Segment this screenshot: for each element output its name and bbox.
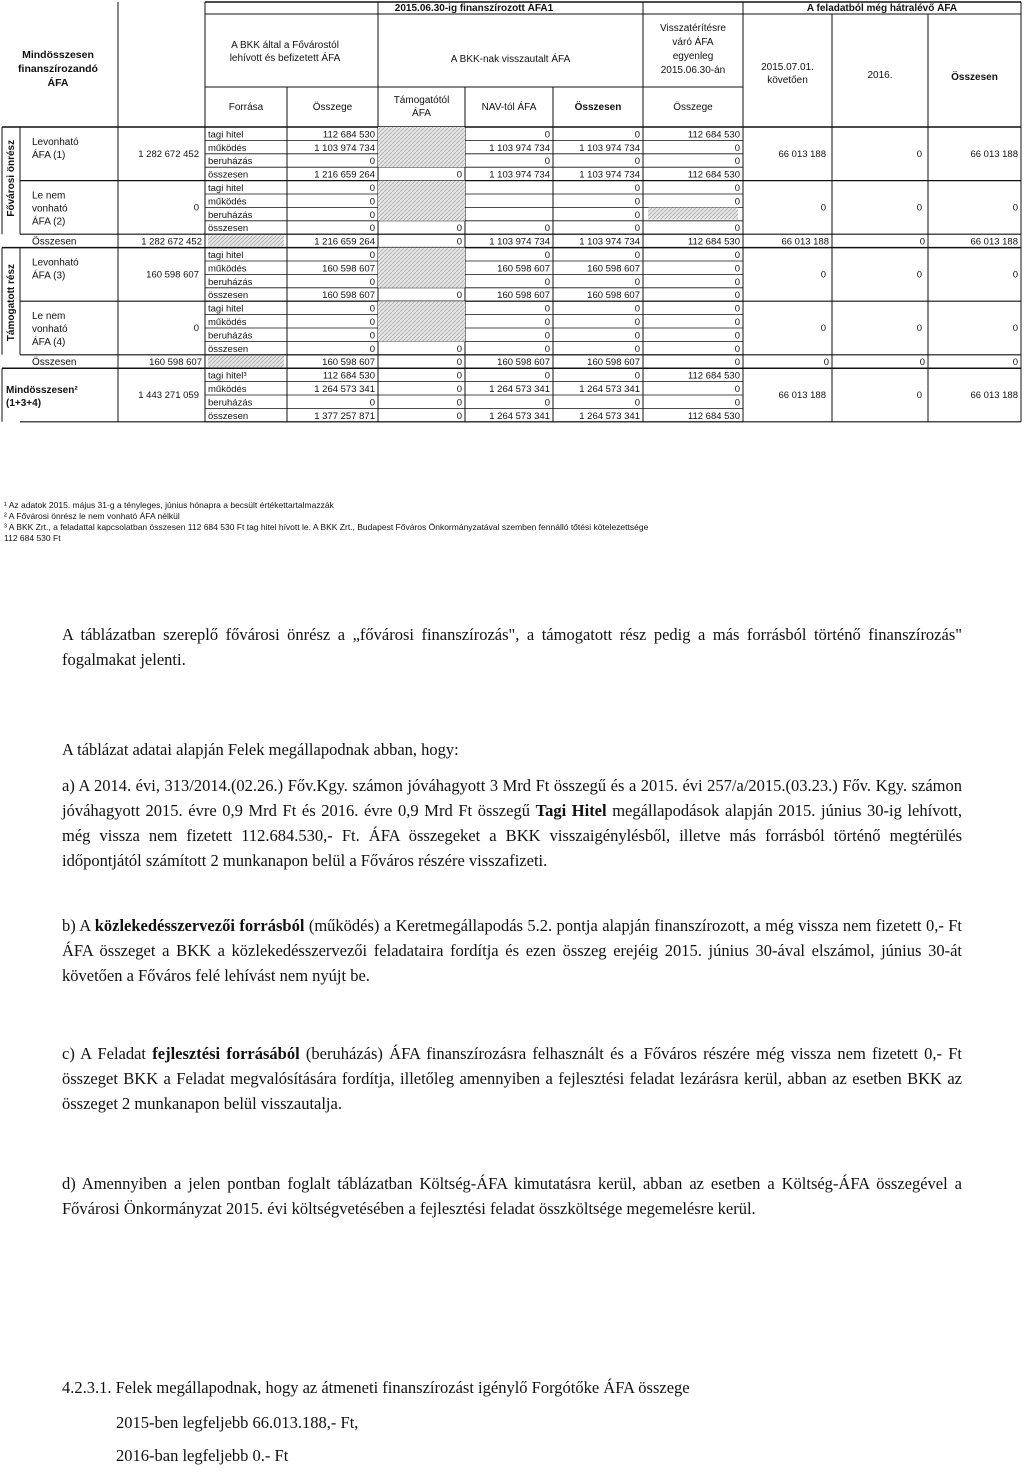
header-2015-07: követően	[767, 75, 808, 86]
shaded-cell	[378, 301, 465, 341]
row-nav: 0	[544, 129, 550, 141]
group-label: Le nem	[32, 311, 66, 322]
grand-total-label: (1+3+4)	[6, 398, 42, 410]
group-hatra-2016: 0	[916, 269, 922, 281]
table-footnotes	[4, 500, 1020, 544]
group-hatra-2015: 0	[820, 323, 826, 334]
subtotal-h3: 0	[1012, 357, 1018, 369]
paragraph-b-bold: közlekedésszervezői forrásból	[94, 916, 305, 935]
row-amount: 112 684 530	[322, 129, 375, 141]
group-hatra-osszesen: 66 013 188	[970, 148, 1018, 160]
paragraph-c	[62, 1041, 962, 1116]
paragraph-a	[62, 773, 962, 873]
row-visszaterites: 0	[734, 196, 740, 208]
footnote-1: ¹ Az adatok 2015. május 31-g a tényleges, június hónapra a becsült értékettartalmazzák	[4, 500, 334, 510]
subtotal-h1: 0	[823, 357, 829, 369]
paragraph-b-text-1: b) A	[62, 916, 95, 935]
paragraph-c-text-2: (beruházás) ÁFA finanszírozásra felhasznált és a Főváros részére még vissza nem fizetett 0,- Ft összeget BKK a Feladat megvalósítására fordítja, illetőleg amennyiben a fejlesztési feladat lezárásra kerül, abban az esetben BKK az összeget 2 munkanapon belül visszautalja.	[62, 1044, 963, 1113]
group-total: 160 598 607	[146, 269, 199, 281]
row-nav: 0	[544, 223, 550, 235]
group-hatra-osszesen: 0	[1012, 269, 1018, 281]
row-nav: 1 264 573 341	[489, 384, 550, 395]
row-source: összesen	[208, 343, 249, 355]
row-source: beruházás	[208, 156, 253, 168]
row-amount: 1 216 659 264	[314, 169, 375, 181]
row-osszesen: 0	[634, 156, 640, 168]
row-source: tagi hitel	[208, 183, 244, 194]
paragraph-b	[62, 913, 962, 988]
header-osszege: Összege	[312, 102, 353, 113]
row-osszesen: 0	[634, 250, 640, 261]
row-visszaterites: 0	[734, 223, 740, 235]
row-nav: 0	[544, 397, 550, 409]
group-hatra-osszesen: 0	[1012, 202, 1018, 214]
row-tamogato: 0	[456, 370, 462, 382]
group-label: ÁFA (4)	[32, 337, 66, 348]
row-source: működés	[208, 142, 247, 154]
row-osszesen: 0	[634, 183, 640, 194]
header-visszaterites: egyenleg	[672, 51, 714, 62]
row-nav: 1 103 974 734	[489, 142, 550, 154]
row-osszesen: 0	[634, 397, 640, 409]
subtotal-h2: 0	[919, 236, 925, 248]
shaded-cell	[648, 207, 738, 219]
subtotal-amount: 160 598 607	[322, 357, 375, 369]
row-amount: 0	[369, 276, 375, 288]
row-osszesen: 0	[634, 276, 640, 288]
row-nav: 1 264 573 341	[489, 410, 550, 422]
subtotal-total: 160 598 607	[149, 357, 202, 369]
row-amount: 0	[369, 330, 375, 342]
row-nav: 160 598 607	[497, 263, 550, 275]
row-visszaterites: 0	[734, 263, 740, 275]
group-hatra-2015: 66 013 188	[778, 148, 826, 160]
row-nav: 1 103 974 734	[489, 169, 550, 181]
row-nav: 0	[544, 156, 550, 168]
header-sub-osszesen: Összesen	[574, 102, 622, 113]
row-source: működés	[208, 196, 247, 208]
row-source: összesen	[208, 223, 249, 235]
row-visszaterites: 0	[734, 397, 740, 409]
row-osszesen: 0	[634, 370, 640, 382]
paragraph-c-bold: fejlesztési forrásából	[152, 1044, 300, 1063]
group-hatra-2016: 0	[916, 148, 922, 160]
paragraph-intro: A táblázat adatai alapján Felek megállapodnak abban, hogy:	[62, 740, 459, 759]
group-label: ÁFA (1)	[32, 149, 66, 161]
subtotal-osszesen: 1 103 974 734	[579, 236, 640, 248]
subtotal-vissz: 112 684 530	[687, 236, 740, 248]
subtotal-h2: 0	[919, 357, 925, 369]
row-source: tagi hitel	[208, 303, 244, 315]
row-osszesen: 0	[634, 343, 640, 355]
row-source: összesen	[208, 410, 249, 422]
group-total: 0	[193, 323, 199, 334]
shaded-cell	[378, 248, 465, 288]
row-amount: 1 264 573 341	[314, 384, 375, 395]
row-visszaterites: 0	[734, 183, 740, 194]
group-label: Le nem	[32, 190, 66, 202]
shaded-cell	[378, 181, 465, 221]
limit-2016: 2016-ban legfeljebb 0.- Ft	[116, 1446, 289, 1465]
row-nav: 0	[544, 276, 550, 288]
row-visszaterites: 0	[734, 290, 740, 302]
row-visszaterites: 112 684 530	[687, 129, 740, 141]
row-amount: 160 598 607	[322, 290, 375, 302]
subtotal-vissz: 0	[734, 357, 740, 369]
row-visszaterites: 0	[734, 330, 740, 342]
subtotal-total: 1 282 672 452	[141, 236, 202, 248]
row-osszesen: 0	[634, 317, 640, 328]
group-label: ÁFA (2)	[32, 216, 66, 228]
group-hatra-2016: 0	[916, 202, 922, 214]
row-nav: 0	[544, 250, 550, 261]
row-tamogato: 0	[456, 169, 462, 181]
header-visszaterites: Visszatérítésre	[660, 23, 726, 34]
row-source: tagi hitel³	[208, 370, 247, 382]
row-osszesen: 0	[634, 209, 640, 221]
header-visszautalt: A BKK-nak visszautalt ÁFA	[450, 54, 571, 65]
row-visszaterites: 0	[734, 343, 740, 355]
side-label-tamogatott: Támogatott rész	[6, 263, 17, 342]
row-tamogato: 0	[456, 290, 462, 302]
paragraph-a-text-1: a) A 2014. évi, 313/2014.(02.26.) Főv.Kgy. számon jóváhagyott 3 Mrd Ft összegű és a 2015. évi 257/a/2015.(03.23.) Főv. Kgy. számon jóváhagyott 2015. évre 0,9 Mrd Ft és 2016. évre 0,9 Mrd Ft összegű	[62, 776, 962, 820]
footnote-3-cont: 112 684 530 Ft	[4, 533, 61, 543]
subtotal-amount: 1 216 659 264	[314, 236, 375, 248]
row-visszaterites: 0	[734, 317, 740, 328]
header-tamogatotol: ÁFA	[412, 108, 431, 119]
row-source: összesen	[208, 169, 249, 181]
header-2015-07: 2015.07.01.	[761, 62, 814, 73]
row-osszesen: 1 103 974 734	[579, 142, 640, 154]
subtotal-label: Összesen	[32, 357, 77, 369]
group-label: vonható	[32, 324, 68, 335]
header-mindosszesen: ÁFA	[47, 77, 69, 89]
row-tamogato: 0	[456, 223, 462, 235]
header-mindosszesen: Mindösszesen	[22, 49, 94, 61]
row-amount: 0	[369, 196, 375, 208]
row-source: összesen	[208, 290, 249, 302]
group-hatra-2015: 0	[820, 269, 826, 281]
row-nav: 0	[544, 303, 550, 315]
row-nav: 0	[544, 343, 550, 355]
row-osszesen: 0	[634, 223, 640, 235]
row-visszaterites: 112 684 530	[687, 169, 740, 181]
group-label: vonható	[32, 203, 68, 215]
row-visszaterites: 0	[734, 303, 740, 315]
group-label: Levonható	[32, 136, 79, 148]
row-source: tagi hitel	[208, 250, 244, 261]
row-nav: 0	[544, 317, 550, 328]
row-visszaterites: 112 684 530	[687, 370, 740, 382]
subtotal-nav: 1 103 974 734	[489, 236, 550, 248]
group-hatra-osszesen: 66 013 188	[970, 390, 1018, 401]
group-hatra-2015: 0	[820, 202, 826, 214]
row-osszesen: 0	[634, 129, 640, 141]
row-amount: 112 684 530	[322, 370, 375, 382]
footnote-2: ² A Fővárosi önrész le nem vonható ÁFA nélkül	[4, 511, 180, 521]
row-amount: 0	[369, 183, 375, 194]
row-amount: 0	[369, 317, 375, 328]
row-visszaterites: 0	[734, 384, 740, 395]
shaded-cell	[208, 356, 284, 367]
subtotal-h3: 66 013 188	[970, 236, 1018, 248]
row-amount: 0	[369, 156, 375, 168]
group-total: 1 443 271 059	[138, 390, 199, 401]
group-label: ÁFA (3)	[32, 270, 66, 282]
row-nav: 160 598 607	[497, 290, 550, 302]
row-source: tagi hitel	[208, 129, 244, 141]
header-visszaterites: 2015.06.30-án	[660, 65, 726, 76]
paragraph-a-text-2: megállapodások alapján 2015. június 30-ig lehívott, még vissza nem fizetett 112.684.530,- Ft. ÁFA összegeket a BKK visszaigénylésből, illetve más forrásból történő megtérülés időpontjától számított 2 munkanapon belül a Főváros részére visszafizeti.	[62, 801, 962, 870]
header-hatralevo-group: A feladatból még hátralévő ÁFA	[806, 3, 958, 14]
row-tamogato: 0	[456, 343, 462, 355]
row-osszesen: 0	[634, 303, 640, 315]
row-nav: 0	[544, 330, 550, 342]
row-source: beruházás	[208, 276, 253, 288]
group-hatra-osszesen: 0	[1012, 323, 1018, 334]
row-osszesen: 1 264 573 341	[579, 410, 640, 422]
header-forrasa: Forrása	[228, 102, 264, 113]
row-amount: 0	[369, 250, 375, 261]
row-amount: 0	[369, 343, 375, 355]
row-visszaterites: 0	[734, 250, 740, 261]
row-tamogato: 0	[456, 410, 462, 422]
group-label: Levonható	[32, 257, 79, 269]
row-visszaterites: 112 684 530	[687, 410, 740, 422]
row-source: beruházás	[208, 209, 253, 221]
limit-2015: 2015-ben legfeljebb 66.013.188,- Ft,	[116, 1413, 359, 1432]
row-osszesen: 1 264 573 341	[579, 384, 640, 395]
paragraph-c-text-1: c) A Feladat	[62, 1044, 153, 1063]
subtotal-label: Összesen	[32, 236, 77, 248]
shaded-cell	[208, 235, 284, 246]
group-hatra-2015: 66 013 188	[778, 390, 826, 401]
row-osszesen: 0	[634, 196, 640, 208]
header-lehivott: A BKK által a Fővárostól	[231, 40, 339, 51]
paragraph-4231: 4.2.3.1. Felek megállapodnak, hogy az átmeneti finanszírozást igénylő Forgótőke ÁFA összege	[62, 1378, 690, 1397]
shaded-cell	[378, 127, 465, 167]
row-amount: 0	[369, 303, 375, 315]
header-osszege2: Összege	[673, 102, 713, 113]
group-total: 1 282 672 452	[138, 148, 199, 160]
paragraph-d: d) Amennyiben a jelen pontban foglalt táblázatban Költség-ÁFA kimutatásra kerül, abban az esetben a Költség-ÁFA összegével a Fővárosi Önkormányzat 2015. évi költségvetésében a fejlesztési feladat összköltsége megemelésre kerül.	[62, 1174, 962, 1218]
subtotal-osszesen: 160 598 607	[587, 357, 640, 369]
row-source: működés	[208, 263, 247, 275]
row-source: működés	[208, 317, 247, 328]
row-osszesen: 1 103 974 734	[579, 169, 640, 181]
row-osszesen: 160 598 607	[587, 290, 640, 302]
subtotal-nav: 160 598 607	[497, 357, 550, 369]
row-amount: 0	[369, 209, 375, 221]
scanned-vat-table	[0, 0, 1024, 500]
group-total: 0	[193, 202, 199, 214]
paragraph-definition: A táblázatban szereplő fővárosi önrész a „fővárosi finanszírozás", a támogatott rész pedig a más forrásból történő finanszírozás" fogalmakat jelenti.	[62, 625, 962, 669]
header-visszaterites: váró ÁFA	[672, 37, 714, 48]
paragraph-b-text-2: (működés) a Keretmegállapodás 5.2. pontja alapján finanszírozott, a még vissza nem fizetett 0,- Ft ÁFA összeget a BKK a közlekedésszervezői feladataira fordítja és ezen összeg erejéig 2015. június 30-ával elszámol, június 30-át követően a Főváros felé lehívást nem nyújt be.	[62, 916, 962, 985]
row-tamogato: 0	[456, 384, 462, 395]
row-amount: 1 377 257 871	[314, 410, 375, 422]
row-source: beruházás	[208, 330, 253, 342]
row-source: beruházás	[208, 397, 253, 409]
row-visszaterites: 0	[734, 276, 740, 288]
row-visszaterites: 0	[734, 156, 740, 168]
header-osszesen: Összesen	[951, 72, 998, 83]
subtotal-tam: 0	[456, 236, 462, 248]
header-mindosszesen: finanszírozandó	[18, 63, 98, 75]
subtotal-tam: 0	[456, 357, 462, 369]
header-tamogatotol: Támogatótól	[393, 95, 450, 106]
row-visszaterites: 0	[734, 142, 740, 154]
grand-total-label: Mindösszesen²	[6, 385, 78, 397]
side-label-fovarosi: Fővárosi önrész	[6, 139, 17, 217]
row-tamogato: 0	[456, 397, 462, 409]
row-amount: 0	[369, 223, 375, 235]
header-lehivott: lehívott és befizetett ÁFA	[229, 53, 341, 64]
group-hatra-2016: 0	[916, 390, 922, 401]
row-amount: 1 103 974 734	[314, 142, 375, 154]
footnote-3: ³ A BKK Zrt., a feladattal kapcsolatban összesen 112 684 530 Ft tag hitel hívott le. A BKK Zrt., Budapest Főváros Önkormányzatával szemben fennálló tőtési kötelezettsége	[4, 522, 649, 532]
row-osszesen: 0	[634, 330, 640, 342]
group-hatra-2016: 0	[916, 323, 922, 334]
paragraph-a-bold: Tagi Hitel	[535, 801, 607, 820]
row-nav: 0	[544, 370, 550, 382]
row-amount: 0	[369, 397, 375, 409]
header-2016: 2016.	[867, 70, 893, 81]
row-osszesen: 160 598 607	[587, 263, 640, 275]
subtotal-h1: 66 013 188	[781, 236, 829, 248]
header-finanszirozott-group: 2015.06.30-ig finanszírozott ÁFA1	[394, 3, 554, 14]
header-nav: NAV-tól ÁFA	[481, 102, 537, 113]
row-amount: 160 598 607	[322, 263, 375, 275]
row-source: működés	[208, 384, 247, 395]
